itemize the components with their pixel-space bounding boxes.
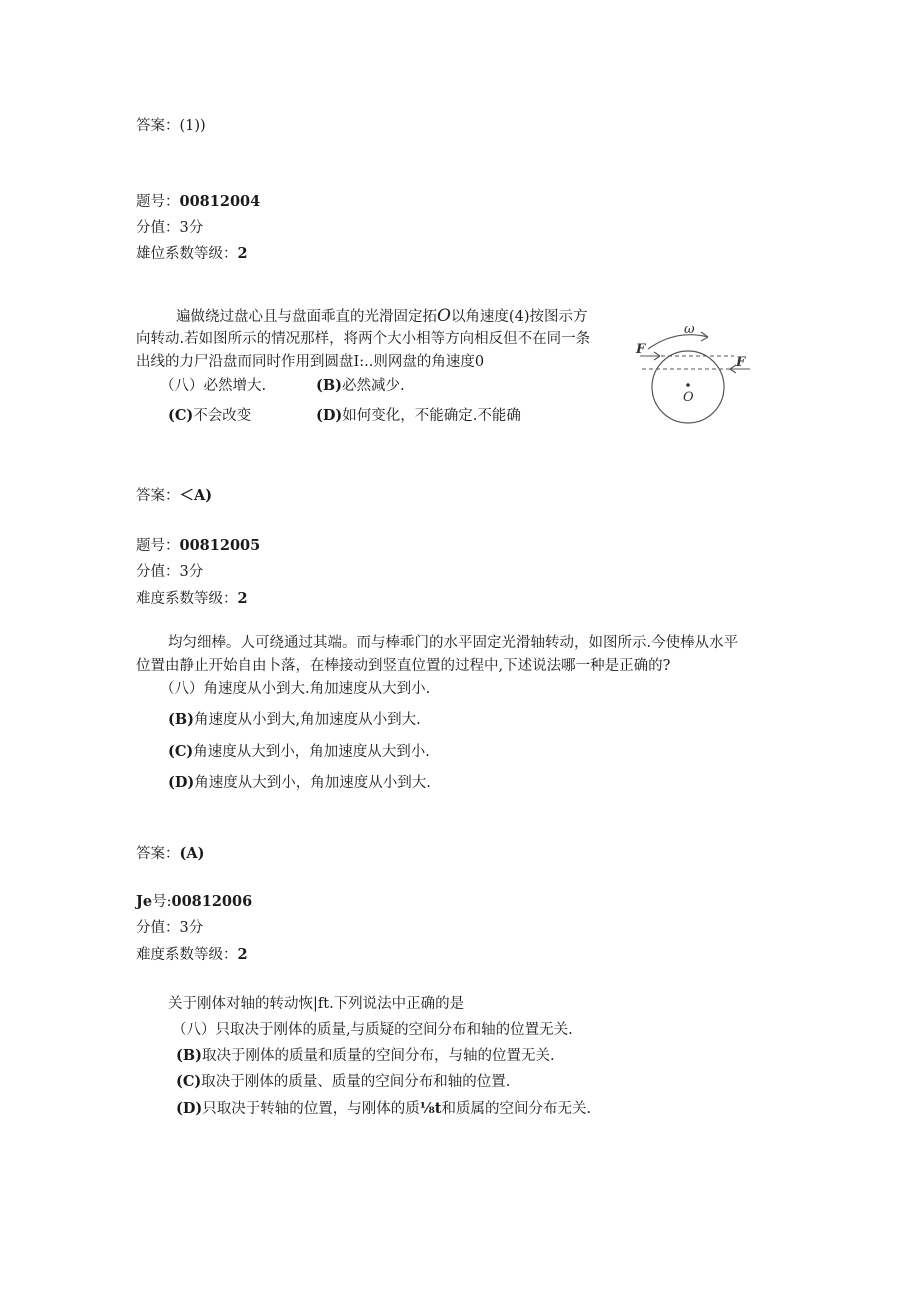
question-id: 00812006 xyxy=(171,893,253,910)
question-id: 00812004 xyxy=(179,193,261,210)
score-value: 3分 xyxy=(179,220,204,236)
difficulty-value: 2 xyxy=(237,590,248,607)
option-b: (B)取决于刚体的质量和质量的空间分布，与轴的位置无关. xyxy=(176,1047,555,1064)
question-stem-line: 遍做绕过盘心且与盘面乖直的光滑固定拓O以角速度(4)按图示方 xyxy=(176,306,588,326)
omega-label: ω xyxy=(684,322,695,337)
option-d: (D)如何变化，不能确定.不能确 xyxy=(316,407,521,424)
question-id-row xyxy=(136,892,252,912)
score-label: 分值： xyxy=(136,220,180,236)
difficulty-value: 2 xyxy=(237,946,248,963)
score-row xyxy=(136,218,203,238)
question-id-label: 题号： xyxy=(136,538,180,554)
difficulty-value: 2 xyxy=(237,245,248,262)
difficulty-label: 雄位系数等级： xyxy=(136,246,238,262)
option-a: （八）角速度从小到大.角加速度从大到小. xyxy=(160,681,431,697)
option-c: (C)取决于刚体的质量、质量的空间分布和轴的位置. xyxy=(176,1073,511,1090)
answer-value: ＜A) xyxy=(179,487,213,504)
score-value: 3分 xyxy=(179,564,204,580)
option-c: (C)角速度从大到小，角加速度从大到小. xyxy=(168,743,430,760)
rotation-arc xyxy=(648,335,708,349)
center-dot xyxy=(686,383,690,387)
answer-label: 答案： xyxy=(136,846,180,862)
question-id-row xyxy=(136,192,260,212)
difficulty-row xyxy=(136,589,248,609)
answer-1 xyxy=(136,116,206,136)
option-c: (C)不会改变 xyxy=(168,407,252,424)
answer-value: (A) xyxy=(179,845,205,862)
answer-label: 答案： xyxy=(136,488,180,504)
score-row xyxy=(136,562,203,582)
force-right-label: F xyxy=(736,355,746,370)
question-id-label-prefix: Je xyxy=(136,893,153,910)
option-a: （八）只取决于刚体的质量,与质疑的空间分布和轴的位置无关. xyxy=(172,1022,573,1038)
question-stem-line: 位置由静止开始自由卜落，在棒接动到竖直位置的过程中,下述说法哪一种是正确的? xyxy=(136,658,671,674)
question-stem-line: 均匀细棒。人可绕通过其端。而与棒乖门的水平固定光滑轴转动，如图所示.今使棒从水平 xyxy=(168,635,739,651)
score-value: 3分 xyxy=(179,920,204,936)
option-d: (D)只取决于转轴的位置，与刚体的质⅛t和质属的空间分布无关. xyxy=(176,1100,592,1117)
question-stem-line: 关于刚体对轴的转动恢|ft.下列说法中正确的是 xyxy=(168,996,465,1012)
disc-circle xyxy=(652,351,724,423)
difficulty-label: 难度系数等级： xyxy=(136,947,238,963)
answer-3 xyxy=(136,844,204,864)
answer-value: (1)) xyxy=(179,118,206,134)
question-stem-line: 向转动.若如图所示的情况那样，将两个大小相等方向相反但不在同一条 xyxy=(136,331,591,347)
question-id-row xyxy=(136,536,260,556)
difficulty-label: 难度系数等级： xyxy=(136,591,238,607)
answer-label: 答案： xyxy=(136,118,180,134)
option-b: (B)必然减少. xyxy=(316,377,405,394)
force-left-label: F xyxy=(636,342,646,357)
rotating-disc-figure xyxy=(626,313,762,425)
score-label: 分值： xyxy=(136,564,180,580)
question-id-label: 题号： xyxy=(136,194,180,210)
score-row xyxy=(136,918,203,938)
question-id-label: 号: xyxy=(152,894,172,910)
option-d: (D)角速度从大到小，角加速度从小到大. xyxy=(168,774,431,791)
difficulty-row xyxy=(136,945,248,965)
center-label: O xyxy=(683,390,694,405)
difficulty-row xyxy=(136,244,248,264)
question-stem-line: 出线的力尸沿盘而同时作用到圆盘I:..则网盘的角速度0 xyxy=(136,354,485,370)
answer-2 xyxy=(136,486,212,506)
score-label: 分值： xyxy=(136,920,180,936)
option-b: (B)角速度从小到大,角加速度从小到大. xyxy=(168,711,421,728)
option-a: （八）必然增大. xyxy=(160,378,267,394)
question-id: 00812005 xyxy=(179,537,261,554)
